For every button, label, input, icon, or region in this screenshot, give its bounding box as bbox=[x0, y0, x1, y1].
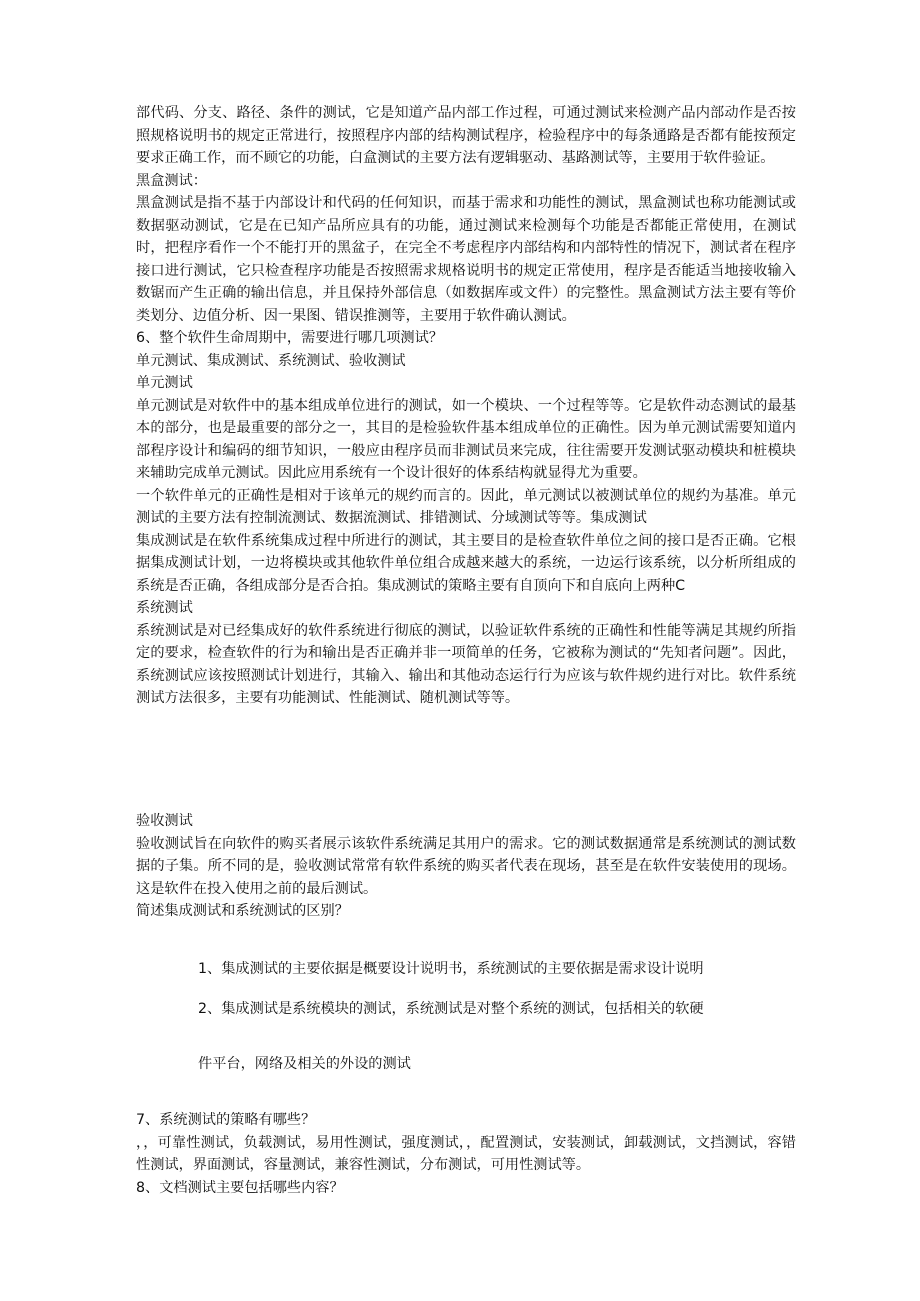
difference-item-2: 2、集成测试是系统模块的测试，系统测试是对整个系统的测试，包括相关的软硬 bbox=[198, 1001, 704, 1017]
acceptance-test-heading: 验收测试 bbox=[136, 813, 193, 829]
main-text-block bbox=[136, 102, 796, 710]
integration-test-paragraph: 集成测试是在软件系统集成过程中所进行的测试，其主要目的是检查软件单位之间的接口是否正确。它根据集成测试计划，一边将模块或其他软件单位组合成越来越大的系统，一边运行该系统，以分析所组成的系统是否正确，各组成部分是否合拍。集成测试的策略主要有自顶向下和自底向上两种C bbox=[136, 532, 796, 594]
unit-test-paragraph-2: 一个软件单元的正确性是相对于该单元的规约而言的。因此，单元测试以被测试单位的规约为基准。单元测试的主要方法有控制流测试、数据流测试、排错测试、分域测试等等。集成测试 bbox=[136, 487, 796, 526]
unit-test-paragraph: 单元测试是对软件中的基本组成单位进行的测试，如一个模块、一个过程等等。它是软件动态测试的最基本的部分，也是最重要的部分之一，其目的是检验软件基本组成单位的正确性。因为单元测试需要知道内部程序设计和编码的细节知识，一般应由程序员而非测试员来完成，往往需要开发测试驱动模块和桩模块来辅助完成单元测试。因此应用系统有一个设计很好的体系结构就显得尤为重要。 bbox=[136, 397, 796, 481]
blackbox-heading: 黑盒测试： bbox=[136, 172, 207, 189]
question-6-answer: 单元测试、集成测试、系统测试、验收测试 bbox=[136, 352, 406, 369]
question-6: 6、整个软件生命周期中，需要进行哪几项测试？ bbox=[136, 330, 443, 346]
blackbox-paragraph: 黑盒测试是指不基于内部设计和代码的任何知识，而基于需求和功能性的测试，黑盒测试也称功能测试或数据驱动测试，它是在已知产品所应具有的功能，通过测试来检测每个功能是否都能正常使用，在测试时，把程序看作一个不能打开的黑盆子，在完全不考虑程序内部结构和内部特性的情况下，测试者在程序接口进行测试，它只检查程序功能是否按照需求规格说明书的规定正常使用，程序是否能适当地接收输入数锯而产生正确的输出信息，并且保持外部信息（如数据库或文件）的完整性。黑盒测试方法主要有等价类划分、边值分析、因一果图、错误推测等，主要用于软件确认测试。 bbox=[136, 195, 796, 324]
unit-test-heading: 单元测试 bbox=[136, 375, 193, 391]
difference-item-1: 1、集成测试的主要依据是概要设计说明书，系统测试的主要依据是需求设计说明 bbox=[198, 961, 704, 977]
difference-question: 简述集成测试和系统测试的区别？ bbox=[136, 903, 349, 919]
system-test-paragraph: 系统测试是对已经集成好的软件系统进行彻底的测试，以验证软件系统的正确性和性能等满足其规约所指定的要求，检查软件的行为和输出是否正确并非一项简单的任务，它被称为测试的“先知者问题”。因此，系统测试应该按照测试计划进行，其输入、输出和其他动态运行行为应该与软件规约进行对比。软件系统测试方法很多，主要有功能测试、性能测试、随机测试等等。 bbox=[136, 622, 796, 706]
difference-item-2-continued: 件平台，网络及相关的外设的测试 bbox=[198, 1056, 411, 1072]
question-7: 7、系统测试的策略有哪些？ bbox=[136, 1112, 316, 1128]
question-8: 8、文档测试主要包括哪些内容？ bbox=[136, 1179, 344, 1196]
acceptance-test-paragraph: 验收测试旨在向软件的购买者展示该软件系统满足其用户的需求。它的测试数据通常是系统测试的测试数据的子集。所不同的是，验收测试常常有软件系统的购买者代表在现场，甚至是在软件安装使用的现场。这是软件在投入使用之前的最后测试。 bbox=[136, 835, 796, 897]
system-test-heading: 系统测试 bbox=[136, 600, 193, 616]
acceptance-block bbox=[136, 810, 796, 923]
whitebox-paragraph: 部代码、分支、路径、条件的测试，它是知道产品内部工作过程，可通过测试来检测产品内部动作是否按照规格说明书的规定正常进行，按照程序内部的结构测试程序，检验程序中的每条通路是否都有能按预定要求正确工作，而不顾它的功能，白盒测试的主要方法有逻辑驱动、基路测试等，主要用于软件验证。 bbox=[136, 105, 796, 166]
strategy-block bbox=[136, 1109, 796, 1199]
question-7-answer: ，，可靠性测试，负载测试，易用性测试，强度测试，，配置测试，安装测试，卸载测试，文挡测试，容错性测试，界面测试，容量测试，兼容性测试，分布测试，可用性测试等。 bbox=[136, 1134, 796, 1173]
